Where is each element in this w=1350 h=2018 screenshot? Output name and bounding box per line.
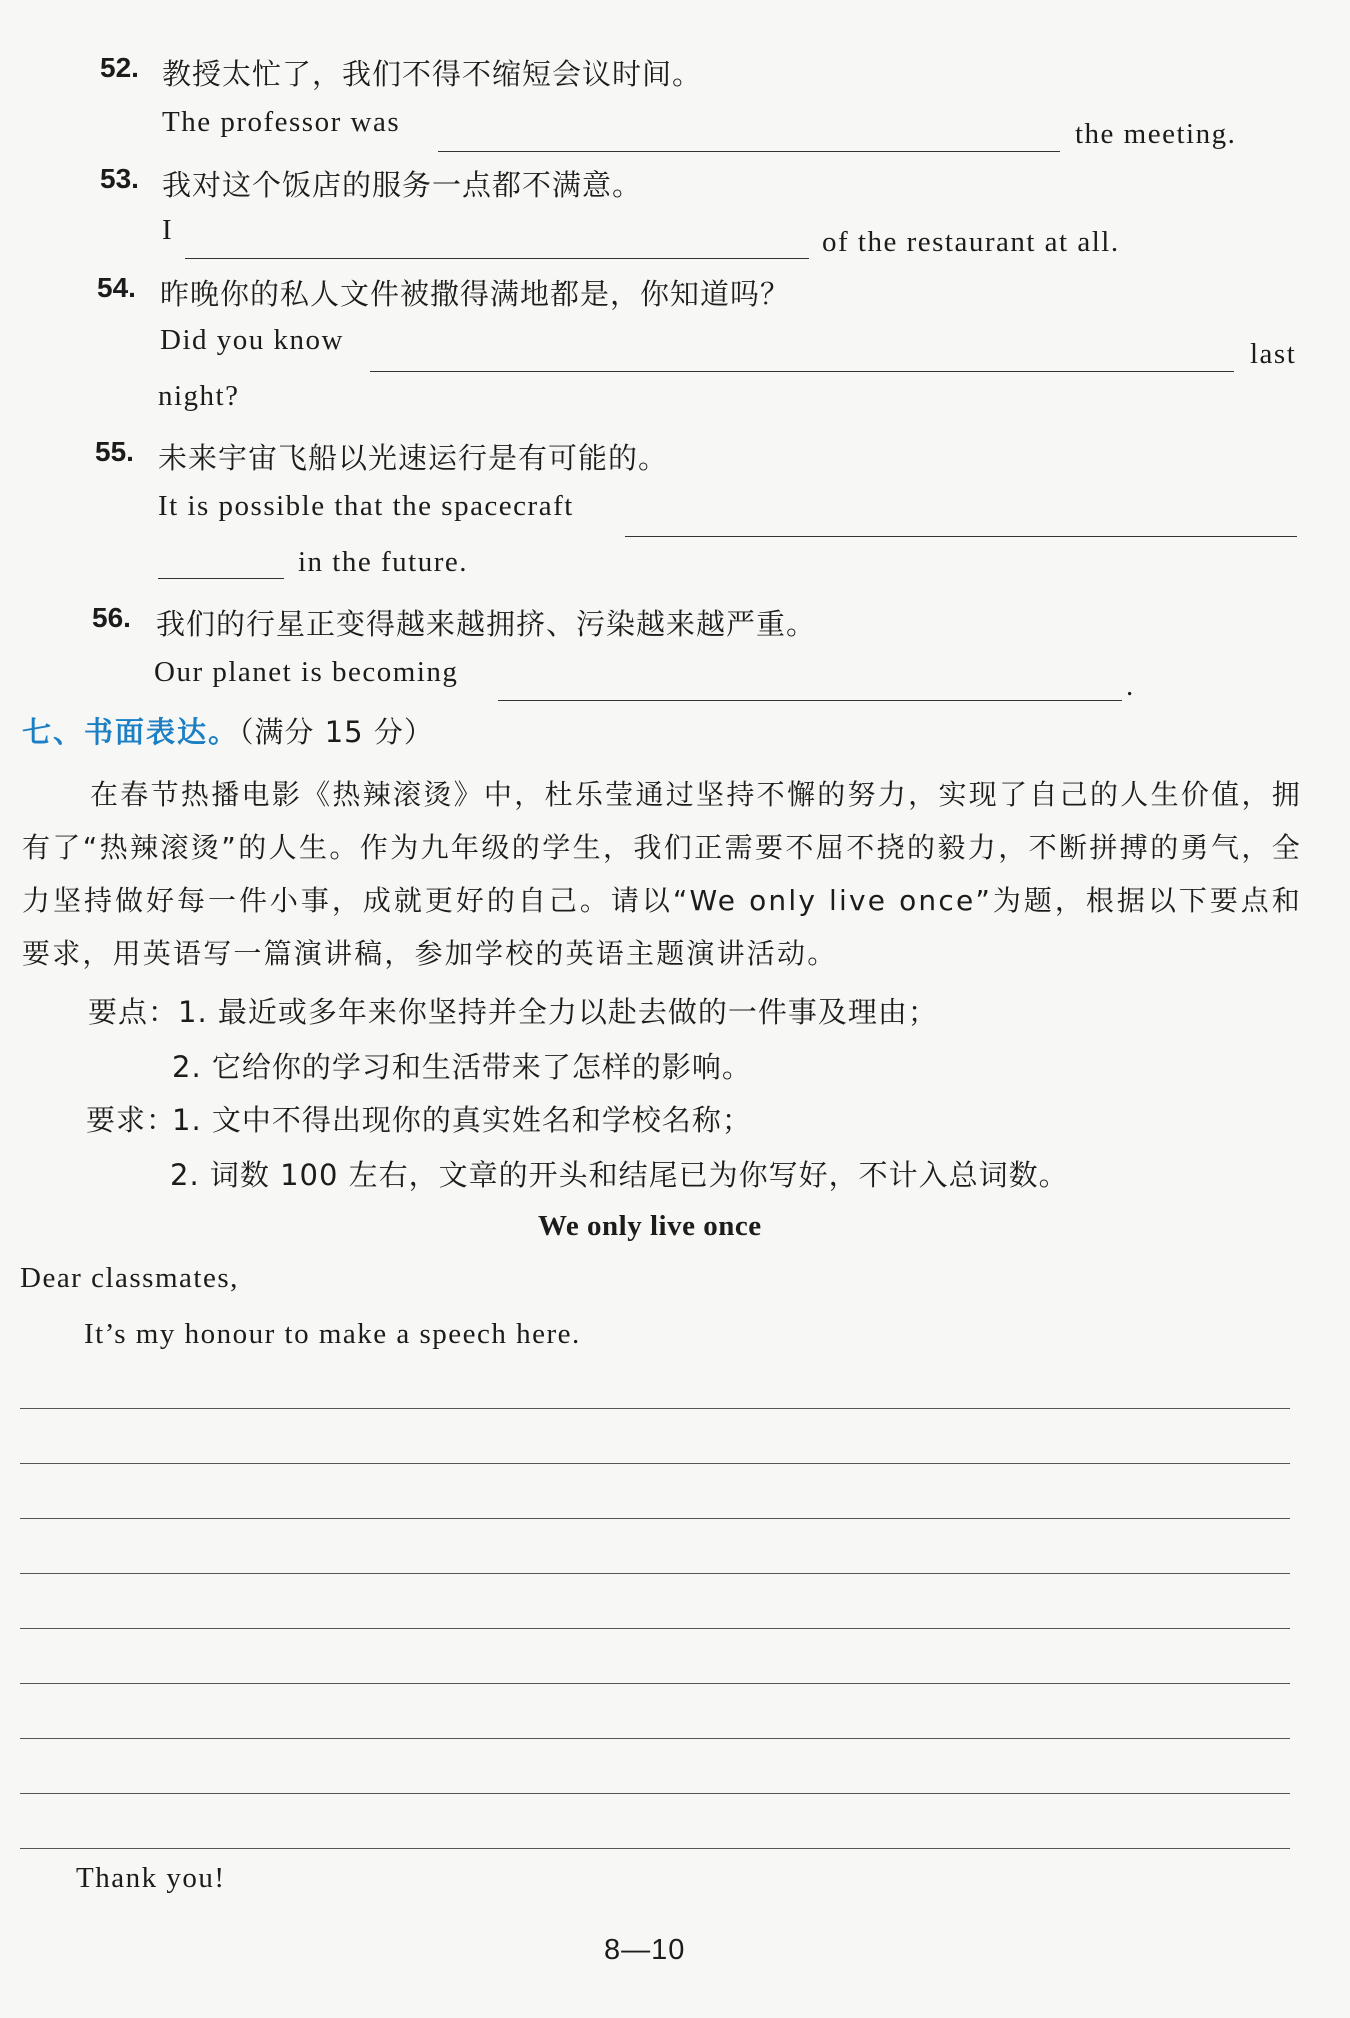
answer-blank-55b[interactable] [158, 578, 284, 579]
question-56-chinese: 我们的行星正变得越来越拥挤、污染越来越严重。 [156, 607, 817, 641]
question-55-prefix: It is possible that the spacecraft [158, 490, 574, 522]
question-56-prefix: Our planet is becoming [154, 656, 459, 688]
points-label: 要点： [88, 995, 179, 1029]
question-53-suffix: of the restaurant at all. [822, 226, 1120, 258]
prompt-line-1: 在春节热播电影《热辣滚烫》中，杜乐莹通过坚持不懈的努力，实现了自己的人生价 [90, 778, 1212, 811]
question-52-chinese: 教授太忙了，我们不得不缩短会议时间。 [162, 57, 703, 91]
question-number-56: 56. [92, 602, 131, 633]
essay-closing: Thank you! [76, 1862, 226, 1894]
section-score: （满分 15 分） [239, 715, 434, 749]
writing-line-4[interactable] [20, 1573, 1290, 1574]
writing-line-9[interactable] [20, 1848, 1290, 1849]
prompt-line-2: 值，拥有了“热辣滚烫”的人生。作为九年级的学生，我们正需要不屈不挠的毅力，不断拼 [22, 778, 1302, 864]
writing-line-5[interactable] [20, 1628, 1290, 1629]
page-number: 8—10 [604, 1934, 686, 1966]
requirement-1: 1. 文中不得出现你的真实姓名和学校名称； [172, 1103, 752, 1137]
requirements-label: 要求： [86, 1103, 177, 1137]
question-number-54: 54. [97, 272, 136, 303]
section-heading [22, 710, 434, 751]
question-52-prefix: The professor was [162, 106, 401, 138]
question-55-line2-suffix: in the future. [298, 546, 468, 578]
prompt-line-4: 据以下要点和要求，用英语写一篇演讲稿，参加学校的英语主题演讲活动。 [22, 884, 1303, 970]
question-52-suffix: the meeting. [1075, 118, 1237, 150]
question-number-52: 52. [100, 52, 139, 83]
answer-blank-56[interactable] [498, 700, 1122, 701]
point-1: 1. 最近或多年来你坚持并全力以赴去做的一件事及理由； [178, 995, 938, 1029]
answer-blank-54[interactable] [370, 371, 1234, 372]
writing-line-6[interactable] [20, 1683, 1290, 1684]
question-56-suffix: . [1126, 670, 1135, 702]
writing-line-2[interactable] [20, 1463, 1290, 1464]
question-number-55: 55. [95, 436, 134, 467]
essay-greeting: Dear classmates, [20, 1262, 239, 1294]
question-number-53: 53. [100, 163, 139, 194]
writing-prompt [22, 768, 1302, 980]
prompt-line-3: 搏的勇气，全力坚持做好每一件小事，成就更好的自己。请以“We only live once”为题，根 [22, 831, 1302, 917]
answer-blank-52[interactable] [438, 151, 1060, 152]
answer-blank-53[interactable] [185, 258, 809, 259]
question-53-prefix: I [162, 214, 174, 246]
writing-line-7[interactable] [20, 1738, 1290, 1739]
question-53-chinese: 我对这个饭店的服务一点都不满意。 [162, 168, 643, 202]
question-54-line2: night? [158, 380, 240, 412]
question-54-chinese: 昨晚你的私人文件被撒得满地都是，你知道吗？ [160, 277, 791, 311]
essay-opening: It’s my honour to make a speech here. [84, 1318, 581, 1350]
writing-line-8[interactable] [20, 1793, 1290, 1794]
essay-title: We only live once [538, 1210, 762, 1242]
question-55-chinese: 未来宇宙飞船以光速运行是有可能的。 [158, 441, 669, 475]
question-54-suffix: last [1250, 338, 1297, 370]
answer-blank-55a[interactable] [625, 536, 1297, 537]
requirement-2: 2. 词数 100 左右，文章的开头和结尾已为你写好，不计入总词数。 [170, 1158, 1069, 1192]
writing-line-3[interactable] [20, 1518, 1290, 1519]
question-54-prefix: Did you know [160, 324, 344, 356]
point-2: 2. 它给你的学习和生活带来了怎样的影响。 [172, 1050, 752, 1084]
writing-line-1[interactable] [20, 1408, 1290, 1409]
section-title: 七、书面表达。 [22, 715, 240, 749]
